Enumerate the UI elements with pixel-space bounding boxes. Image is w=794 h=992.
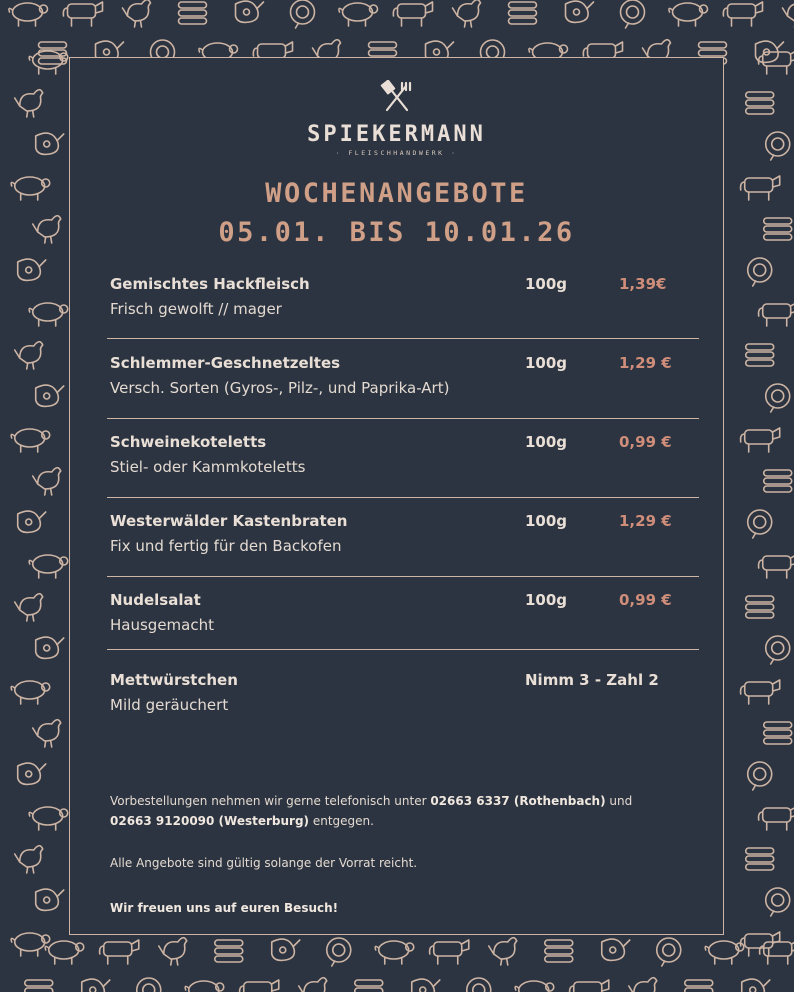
ham-icon bbox=[36, 637, 64, 658]
pig-icon bbox=[669, 3, 708, 26]
cow-icon bbox=[570, 980, 609, 992]
offer-description: Versch. Sorten (Gyros-, Pilz-, und Paprika-Art) bbox=[110, 379, 450, 397]
sausage-icon bbox=[746, 596, 774, 618]
divider bbox=[107, 338, 699, 339]
ham-icon bbox=[412, 979, 440, 992]
ham-icon bbox=[602, 939, 630, 960]
pig-icon bbox=[11, 681, 50, 704]
offer-name: Nudelsalat bbox=[110, 591, 201, 609]
chicken-icon bbox=[159, 938, 187, 965]
chicken-icon bbox=[15, 342, 43, 369]
ring-sausage-icon bbox=[748, 258, 772, 286]
ring-sausage-icon bbox=[766, 384, 790, 412]
ring-sausage-icon bbox=[766, 888, 790, 916]
chicken-icon bbox=[15, 90, 43, 117]
title-line-1: WOCHENANGEBOTE bbox=[265, 178, 528, 209]
cow-icon bbox=[759, 554, 794, 578]
ring-sausage-icon bbox=[766, 132, 790, 160]
sausage-icon bbox=[545, 940, 573, 962]
cow-icon bbox=[100, 940, 139, 964]
pig-icon bbox=[515, 981, 554, 992]
sausage-icon bbox=[746, 848, 774, 870]
offer-title bbox=[70, 174, 723, 252]
offer-unit: 100g bbox=[525, 591, 568, 609]
ring-sausage-icon bbox=[748, 762, 772, 790]
divider bbox=[107, 576, 699, 577]
offer-name: Schweinekoteletts bbox=[110, 433, 267, 451]
cow-icon bbox=[741, 680, 780, 704]
pig-icon bbox=[705, 941, 744, 964]
cow-icon bbox=[240, 980, 279, 992]
cow-icon bbox=[430, 940, 469, 964]
cow-icon bbox=[741, 176, 780, 200]
offer-description: Fix und fertig für den Backofen bbox=[110, 537, 342, 555]
divider bbox=[107, 497, 699, 498]
ham-icon bbox=[18, 763, 46, 784]
ring-sausage-icon bbox=[137, 978, 161, 992]
pig-icon bbox=[11, 177, 50, 200]
ring-sausage-icon bbox=[327, 938, 351, 966]
ham-icon bbox=[36, 889, 64, 910]
pig-icon bbox=[29, 51, 68, 74]
preorder-text: Vorbestellungen nehmen wir gerne telefonisch unter bbox=[110, 794, 431, 808]
offer-unit: 100g bbox=[525, 433, 568, 451]
offer-unit: 100g bbox=[525, 354, 568, 372]
ham-icon bbox=[18, 259, 46, 280]
offer-description: Stiel- oder Kammkoteletts bbox=[110, 458, 306, 476]
sausage-icon bbox=[746, 92, 774, 114]
ham-icon bbox=[272, 939, 300, 960]
offer-name: Gemischtes Hackfleisch bbox=[110, 275, 310, 293]
chicken-icon bbox=[299, 978, 327, 992]
ham-icon bbox=[36, 385, 64, 406]
cow-icon bbox=[393, 2, 432, 26]
phone-westerburg: 02663 9120090 (Westerburg) bbox=[110, 814, 310, 828]
chicken-icon bbox=[33, 720, 61, 747]
ham-icon bbox=[566, 1, 594, 22]
offer-name: Schlemmer-Geschnetzeltes bbox=[110, 354, 341, 372]
pig-icon bbox=[9, 3, 48, 26]
offer-unit: 100g bbox=[525, 275, 568, 293]
sausage-icon bbox=[764, 722, 792, 744]
chicken-icon bbox=[33, 216, 61, 243]
brand-logo bbox=[70, 80, 723, 157]
phone-rothenbach: 02663 6337 (Rothenbach) bbox=[430, 794, 606, 808]
offer-price: 0,99 € bbox=[619, 591, 672, 609]
pig-icon bbox=[29, 303, 68, 326]
ham-icon bbox=[236, 1, 264, 22]
pig-icon bbox=[375, 941, 414, 964]
cow-icon bbox=[759, 806, 794, 830]
ham-icon bbox=[742, 979, 770, 992]
cow-icon bbox=[63, 2, 102, 26]
sausage-icon bbox=[764, 218, 792, 240]
ring-sausage-icon bbox=[657, 938, 681, 966]
sausage-icon bbox=[509, 2, 537, 24]
preorder-text-end: entgegen. bbox=[309, 814, 374, 828]
offer-name: Westerwälder Kastenbraten bbox=[110, 512, 348, 530]
preorder-text-and: und bbox=[605, 794, 633, 808]
chicken-icon bbox=[783, 0, 794, 27]
offer-price: 0,99 € bbox=[619, 433, 672, 451]
sausage-icon bbox=[746, 344, 774, 366]
divider bbox=[107, 418, 699, 419]
brand-name: SPIEKERMANN bbox=[307, 122, 486, 147]
ham-icon bbox=[18, 511, 46, 532]
ring-sausage-icon bbox=[748, 510, 772, 538]
offer-price: 1,39€ bbox=[619, 275, 667, 293]
ring-sausage-icon bbox=[621, 0, 645, 28]
ham-icon bbox=[36, 133, 64, 154]
brand-tagline: · FLEISCHHANDWERK · bbox=[335, 149, 458, 157]
sausage-icon bbox=[215, 940, 243, 962]
chicken-icon bbox=[123, 0, 151, 27]
chicken-icon bbox=[489, 938, 517, 965]
offer-unit: 100g bbox=[525, 512, 568, 530]
title-line-2: 05.01. BIS 10.01.26 bbox=[218, 217, 575, 248]
validity-note: Alle Angebote sind gültig solange der Vorrat reicht. bbox=[110, 856, 418, 870]
chicken-icon bbox=[15, 594, 43, 621]
ring-sausage-icon bbox=[291, 0, 315, 28]
offer-card bbox=[69, 57, 724, 935]
pig-icon bbox=[29, 807, 68, 830]
chicken-icon bbox=[629, 978, 657, 992]
pig-icon bbox=[11, 933, 50, 956]
pig-icon bbox=[185, 981, 224, 992]
offer-description: Mild geräuchert bbox=[110, 696, 229, 714]
offer-description: Frisch gewolft // mager bbox=[110, 300, 282, 318]
preorder-note bbox=[110, 791, 700, 831]
chicken-icon bbox=[453, 0, 481, 27]
pig-icon bbox=[29, 555, 68, 578]
chicken-icon bbox=[15, 846, 43, 873]
sausage-icon bbox=[25, 980, 53, 992]
sausage-icon bbox=[355, 980, 383, 992]
offer-price: 1,29 € bbox=[619, 354, 672, 372]
ring-sausage-icon bbox=[467, 978, 491, 992]
pig-icon bbox=[11, 429, 50, 452]
cow-icon bbox=[759, 302, 794, 326]
cow-icon bbox=[723, 2, 762, 26]
offer-name: Mettwürstchen bbox=[110, 671, 238, 689]
offer-unit: Nimm 3 - Zahl 2 bbox=[525, 671, 659, 689]
cleaver-and-fork-icon bbox=[377, 80, 417, 116]
offer-description: Hausgemacht bbox=[110, 616, 214, 634]
chicken-icon bbox=[33, 468, 61, 495]
ham-icon bbox=[82, 979, 110, 992]
sausage-icon bbox=[764, 470, 792, 492]
sausage-icon bbox=[179, 2, 207, 24]
cow-icon bbox=[760, 940, 794, 964]
ring-sausage-icon bbox=[766, 636, 790, 664]
pig-icon bbox=[339, 3, 378, 26]
offer-price: 1,29 € bbox=[619, 512, 672, 530]
divider bbox=[107, 649, 699, 650]
closing-note: Wir freuen uns auf euren Besuch! bbox=[110, 901, 339, 915]
cow-icon bbox=[741, 428, 780, 452]
pig-icon bbox=[45, 941, 84, 964]
sausage-icon bbox=[685, 980, 713, 992]
